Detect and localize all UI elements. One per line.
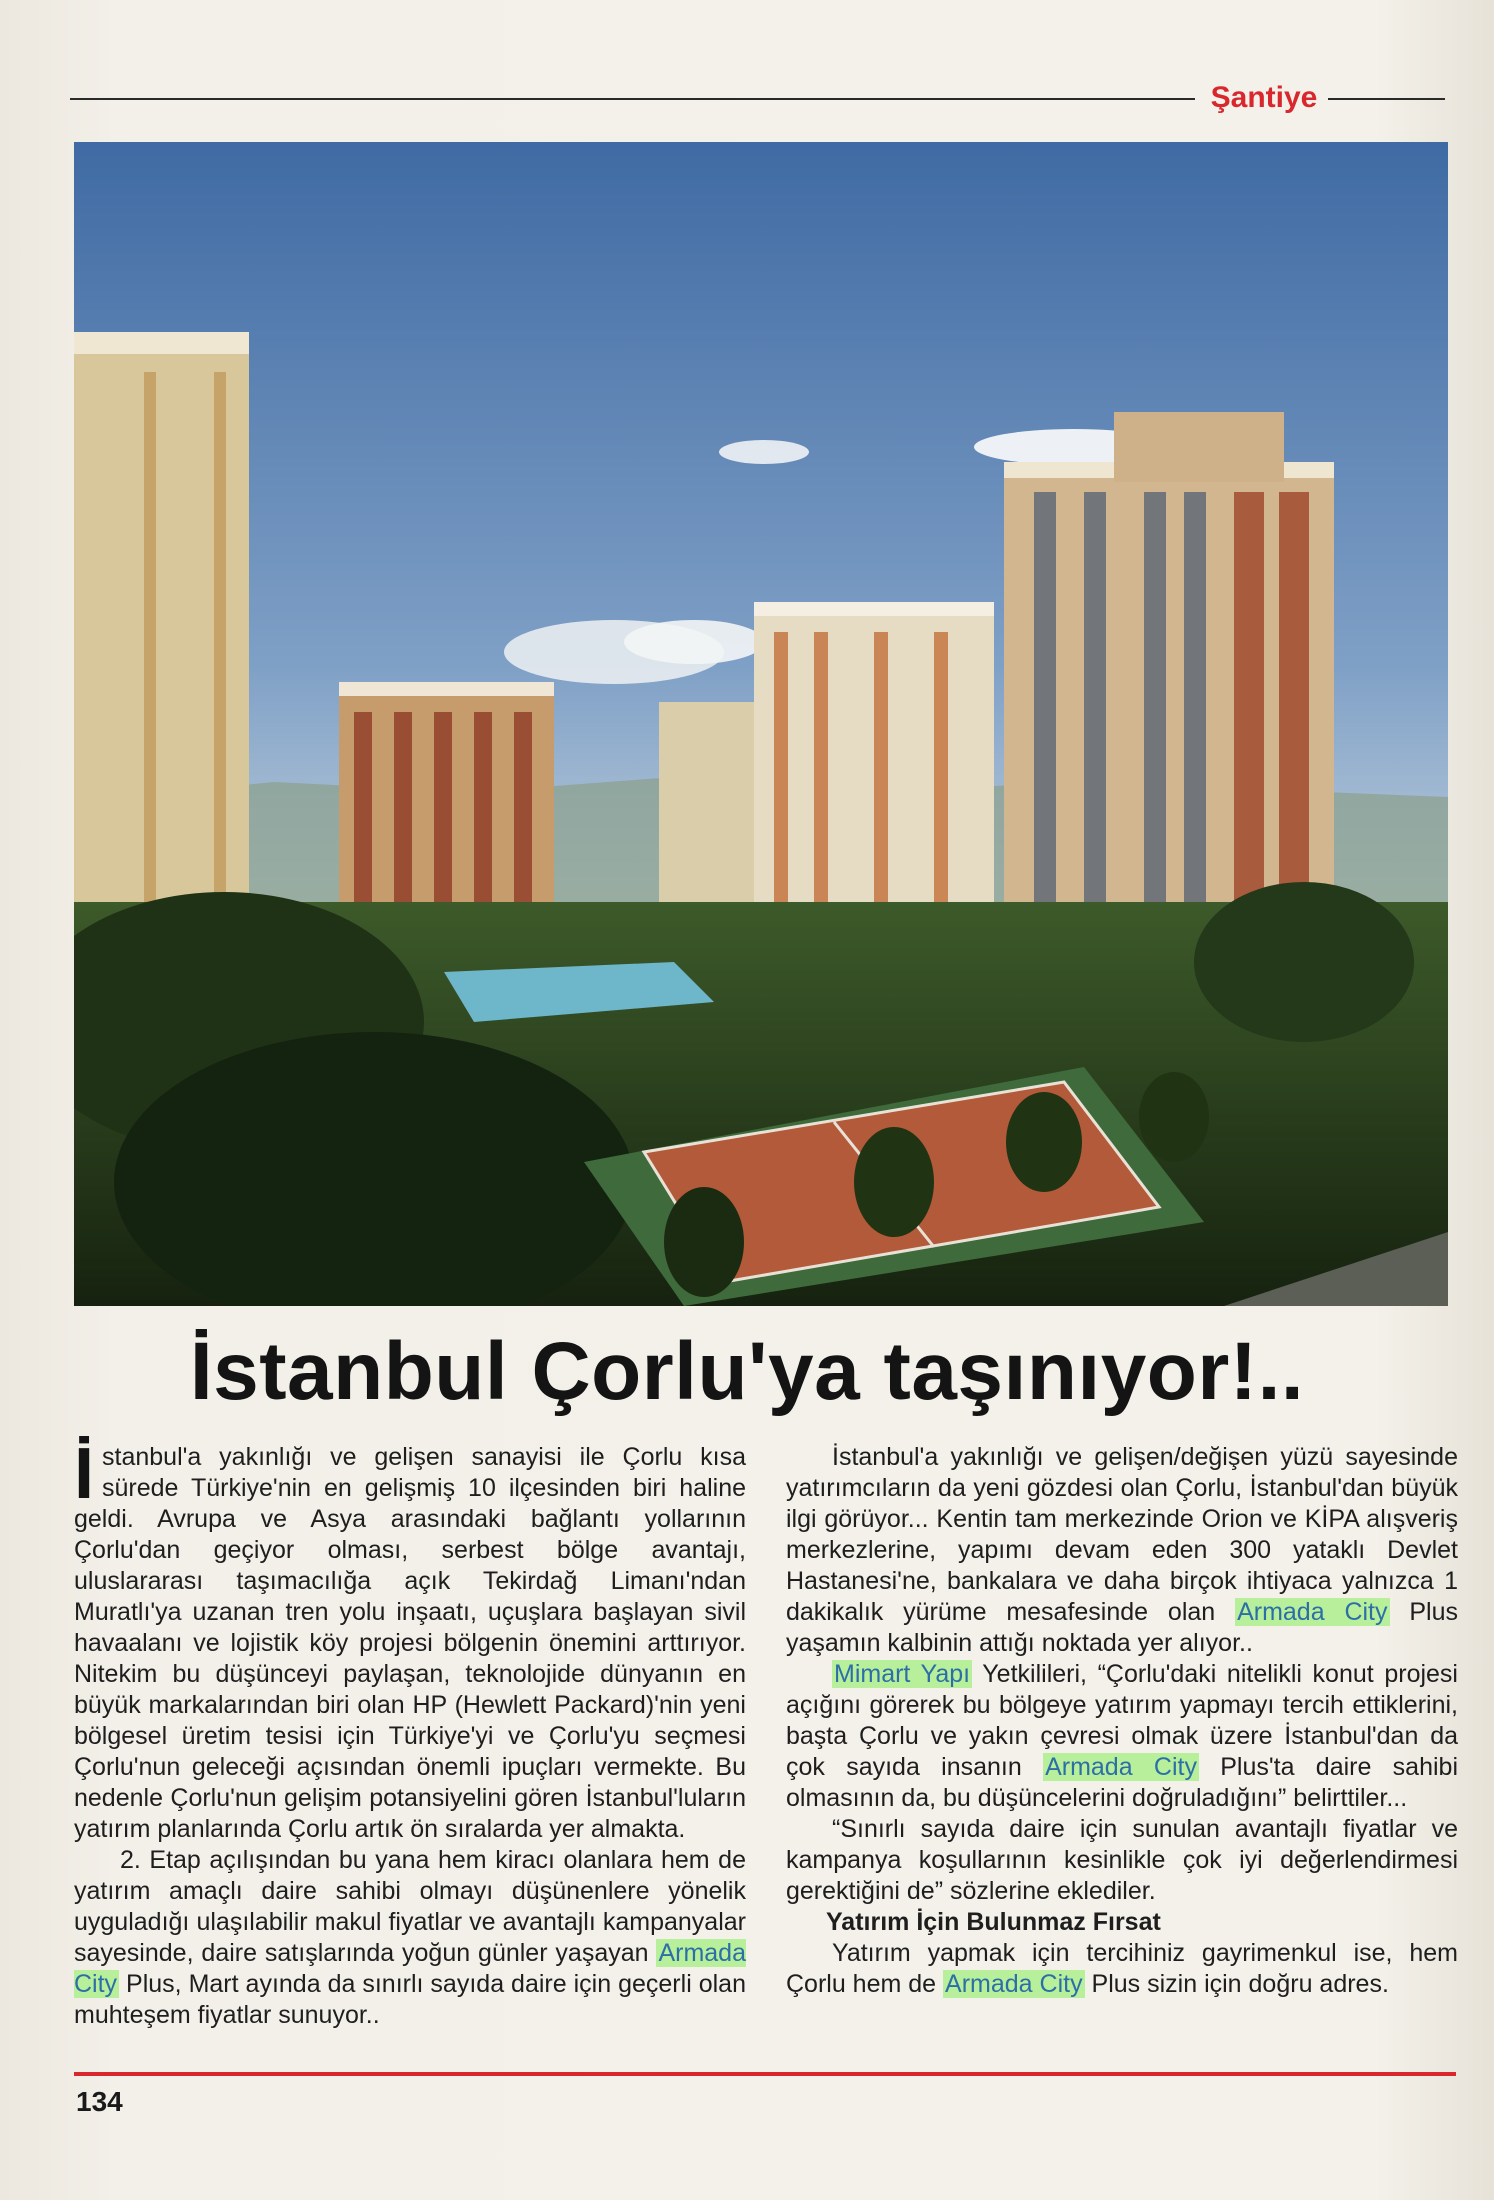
paragraph-text: Plus, Mart ayında da sınırlı sayıda daire için geçerli olan muhteşem fiyatlar sunuyor.. [74,1970,746,2029]
brand-highlight: Armada City [1045,1753,1197,1781]
hero-rendering-image [74,142,1448,1306]
article-column-left [74,1434,746,2031]
paragraph-text: Plus'ta daire sahibi olmasının da, bu düşüncelerini doğruladığını” belirttiler... [786,1753,1458,1812]
header-rule-right [1328,98,1445,100]
paragraph-text: Plus sizin için doğru adres. [1091,1970,1389,1998]
article-paragraph [786,1442,1458,1659]
brand-highlight: Armada City [1237,1598,1388,1626]
paragraph-text: Yatırım yapmak için tercihiniz gayrimenkul ise, hem Çorlu hem de [786,1939,1458,1998]
paragraph-text: stanbul'a yakınlığı ve gelişen sanayisi ile Çorlu kısa sürede Türkiye'nin en gelişmiş 10 ilçesinden biri haline geldi. Avrupa ve Asya arasındaki bağlantı yollarının Çorlu'dan geçiyor olması, serbest bölge avantajı, uluslararası taşımacılığa açık Tekirdağ Limanı'ndan Muratlı'ya uzanan tren yolu inşaatı, uçuşlara başlayan sivil havaalanı ve lojistik köy projesi bölgenin önemini arttırıyor. Nitekim bu düşünceyi paylaşan, teknolojide dünyanın en büyük markalarından biri olan HP (Hewlett Packard)'nin yeni bölgesel üretim tesisi için Türkiye'yi ve Çorlu'yu seçmesi Çorlu'nun geleceği açısından önemli ipuçları vermekte. Bu nedenle Çorlu'nun gelişim potansiyelini gören İstanbul'luların yatırım planlarında Çorlu artık ön sıralarda yer almakta. [74,1443,746,1843]
article-column-right [786,1442,1458,2000]
article-paragraph: “Sınırlı sayıda daire için sunulan avantajlı fiyatlar ve kampanya koşullarının kesinlikle çok iyi değerlendirmesi gerektiğini de” sözlerine eklediler. [786,1815,1458,1905]
company-highlight: Mimart Yapı [834,1660,971,1688]
footer-rule [74,2072,1456,2076]
paragraph-text: 2. Etap açılışından bu yana hem kiracı olanlara hem de yatırım amaçlı daire sahibi olmayı düşünenlere yönelik uyguladığı ulaşılabilir makul fiyatlar ve avantajlı kampanyalar sayesinde, daire satışlarında yoğun günler yaşayan [74,1846,746,1967]
brand-highlight: Armada City [74,1939,746,1998]
article-paragraph [74,1845,746,2031]
section-header [70,78,1445,118]
brand-highlight: Armada City [945,1970,1083,1998]
paragraph-text: Yetkilileri, “Çorlu'daki nitelikli konut projesi açığını görerek bu bölgeye yatırım yapmayı tercih ettiklerini, başta Çorlu ve yakın çevresi olmak üzere İstanbul'dan da çok sayıda insanın [786,1660,1458,1781]
section-label: Şantiye [1210,81,1318,114]
paragraph-text: İstanbul'a yakınlığı ve gelişen/değişen yüzü sayesinde yatırımcıların da yeni gözdesi olan Çorlu, İstanbul'dan büyük ilgi görüyor... Kentin tam merkezinde Orion ve KİPA alışveriş merkezlerine, yapımı devam eden 300 yataklı Devlet Hastanesi'ne, bankalara ve daha birçok ihtiyaca yalnızca 1 dakikalık yürüme mesafesinde olan [786,1443,1458,1626]
article-headline: İstanbul Çorlu'ya taşınıyor!.. [189,1326,1305,1417]
article-subheading: Yatırım İçin Bulunmaz Fırsat [826,1908,1161,1936]
page-number: 134 [76,2086,123,2117]
drop-cap: İ [74,1434,95,1514]
article-subheading-wrap [786,1907,1458,1938]
article-paragraph [786,1659,1458,1814]
article-paragraph [74,1434,746,1845]
header-rule-left [70,98,1195,100]
paragraph-text: Plus yaşamın kalbinin attığı noktada yer alıyor.. [786,1598,1459,1657]
article-paragraph [786,1938,1458,2000]
